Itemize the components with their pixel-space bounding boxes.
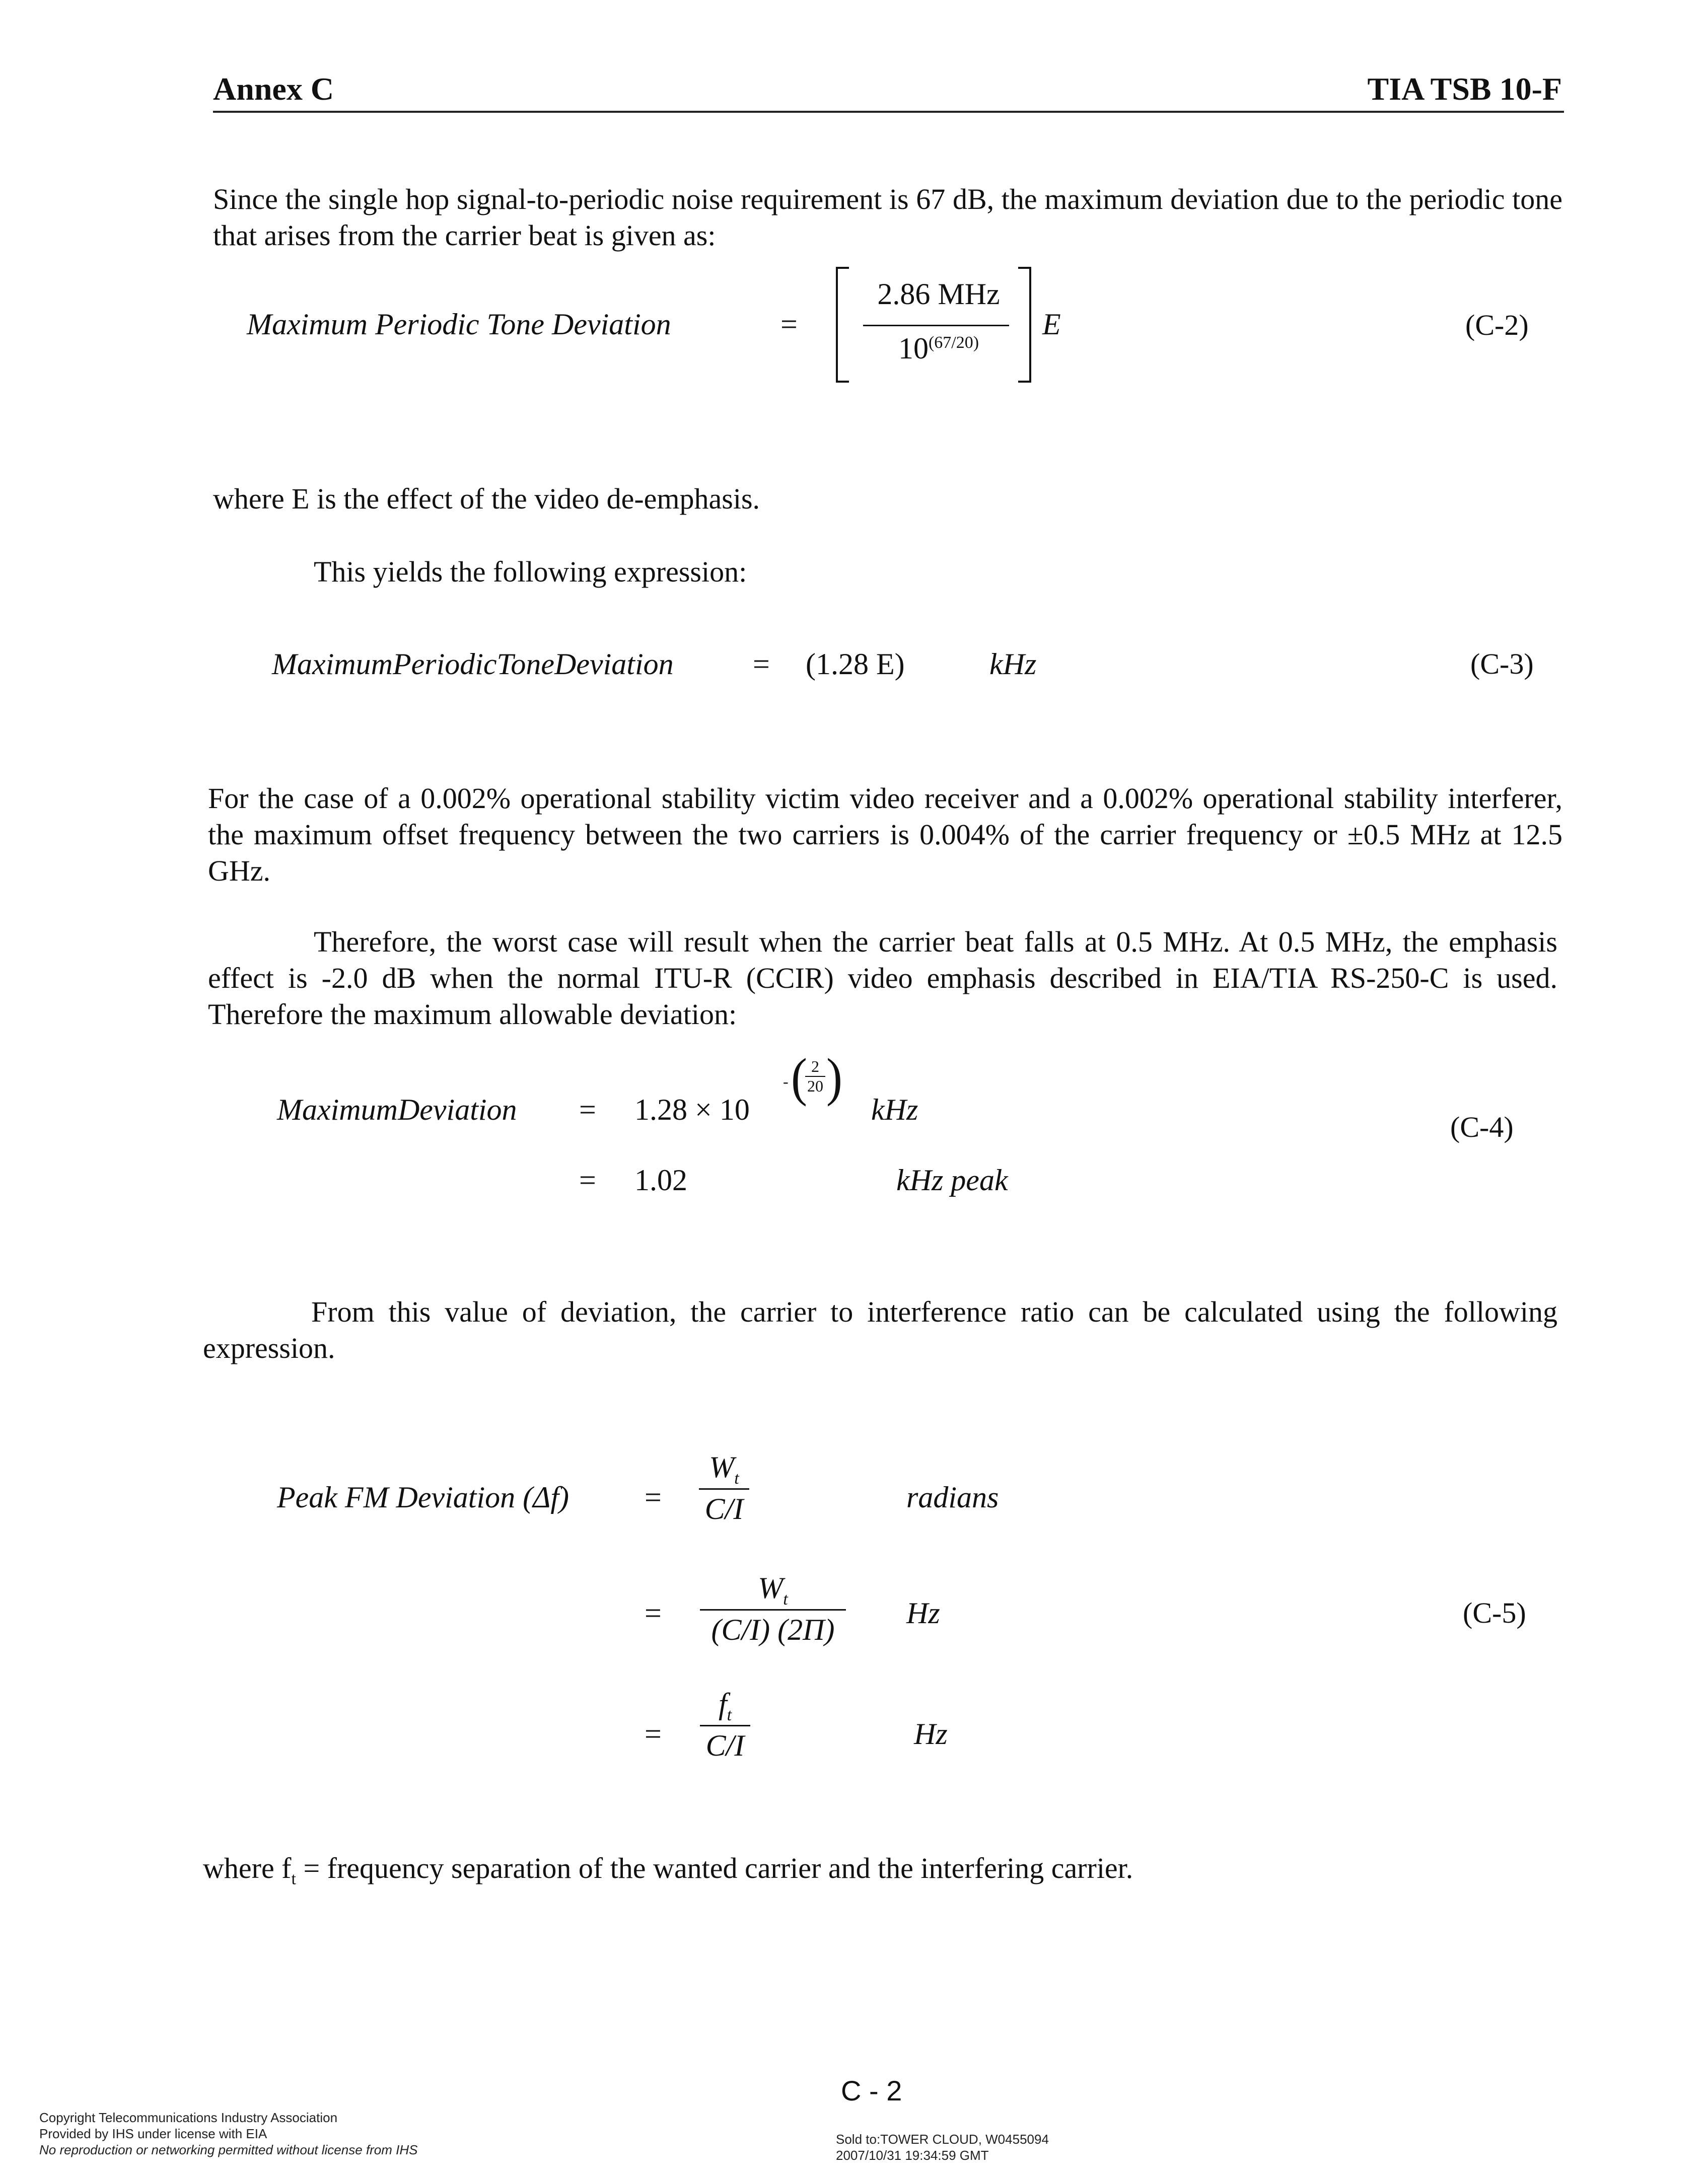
equation-c5-row3-fraction: $f_t$ C/I <box>700 1687 750 1763</box>
equation-c5-equals-2: = <box>645 1596 662 1630</box>
equation-c3-lhs: MaximumPeriodicToneDeviation <box>272 647 674 681</box>
equation-c4-number: (C-4) <box>1450 1111 1514 1143</box>
equation-c5-equals-3: = <box>645 1717 662 1751</box>
equation-c2-factor: E <box>1042 308 1061 341</box>
equation-c3-rhs: (1.28 E) <box>806 647 905 681</box>
equation-c5-row1-unit: radians <box>906 1481 999 1514</box>
paragraph-from-deviation: From this value of deviation, the carrier to interference ratio can be calculated using the following expression. <box>203 1295 1557 1364</box>
equation-c5-row2-fraction: $W_t$ (C/I) (2Π) <box>700 1571 846 1647</box>
equation-c4-rhs-1: 1.28 × 10 <box>634 1093 750 1126</box>
paragraph-yields: This yields the following expression: <box>314 555 747 588</box>
equation-c3-unit: kHz <box>989 647 1037 681</box>
equation-c2-numerator: 2.86 MHz <box>877 277 1000 311</box>
equation-c2-denominator: $10^{(67/20)}$ <box>898 332 979 365</box>
footer-sold-to: Sold to:TOWER CLOUD, W0455094 2007/10/31 19:34:59 GMT <box>836 2132 1049 2163</box>
equation-c2-number: (C-2) <box>1465 309 1529 341</box>
header-rule <box>213 111 1564 113</box>
equation-c4-equals-1: = <box>579 1093 596 1126</box>
equation-c5-row2-unit: Hz <box>906 1596 940 1630</box>
equation-c3-number: (C-3) <box>1470 647 1534 680</box>
equation-c2-equals: = <box>780 308 798 341</box>
equation-c4-lhs: MaximumDeviation <box>277 1093 517 1126</box>
equation-c2 <box>247 267 1566 388</box>
equation-c2-bracket <box>836 267 1031 383</box>
equation-c5-row3-unit: Hz <box>914 1717 948 1751</box>
header-document-id: TIA TSB 10-F <box>1367 71 1562 107</box>
equation-c4: MaximumDeviation = 1.28 × 10 - ( 2 20 ) kHz (C-4) = 1.02 kHz peak <box>277 1047 1514 1197</box>
paragraph-ft-definition: where $f_t$ = frequency separation of the wanted carrier and the interfering carrier. <box>203 1852 1133 1889</box>
paragraph-e-definition: where E is the effect of the video de-emphasis. <box>213 482 760 515</box>
equation-c3-equals: = <box>753 647 770 681</box>
header-annex-label: Annex C <box>213 71 334 107</box>
page-number: C - 2 <box>841 2075 902 2107</box>
equation-c4-rhs-2: 1.02 <box>634 1164 687 1197</box>
equation-c5-lhs: Peak FM Deviation (Δf) <box>277 1481 569 1514</box>
equation-c5-number: (C-5) <box>1463 1596 1526 1629</box>
equation-c3 <box>272 647 1561 687</box>
equation-c4-equals-2: = <box>579 1164 596 1197</box>
equation-c5-equals-1: = <box>645 1481 662 1514</box>
equation-c5-row1-fraction: $W_t$ C/I <box>699 1450 749 1527</box>
equation-c4-unit-2: kHz peak <box>896 1164 1008 1197</box>
equation-c4-unit-1: kHz <box>871 1093 918 1126</box>
paragraph-worst-case: Therefore, the worst case will result when the carrier beat falls at 0.5 MHz. At 0.5 MHz, the emphasis effect is -2.0 dB when the normal ITU-R (CCIR) video emphasis described in EIA/TIA RS-250-C is used. Therefore the maximum allowable deviation: <box>208 925 1557 1031</box>
equation-c5 <box>277 1450 1566 1802</box>
equation-c2-lhs: Maximum Periodic Tone Deviation <box>247 308 671 341</box>
footer-copyright: Copyright Telecommunications Industry Association Provided by IHS under license with EIA No reproduction or networking permitted without license from IHS <box>39 2110 418 2157</box>
paragraph-intro: Since the single hop signal-to-periodic noise requirement is 67 dB, the maximum deviation due to the periodic tone that arises from the carrier beat is given as: <box>213 183 1562 252</box>
equation-c2-fraction-bar <box>863 325 1009 326</box>
paragraph-stability-case: For the case of a 0.002% operational stability victim video receiver and a 0.002% operational stability interferer, the maximum offset frequency between the two carriers is 0.004% of the carrier frequency or ±0.5 MHz at 12.5 GHz. <box>208 782 1562 887</box>
